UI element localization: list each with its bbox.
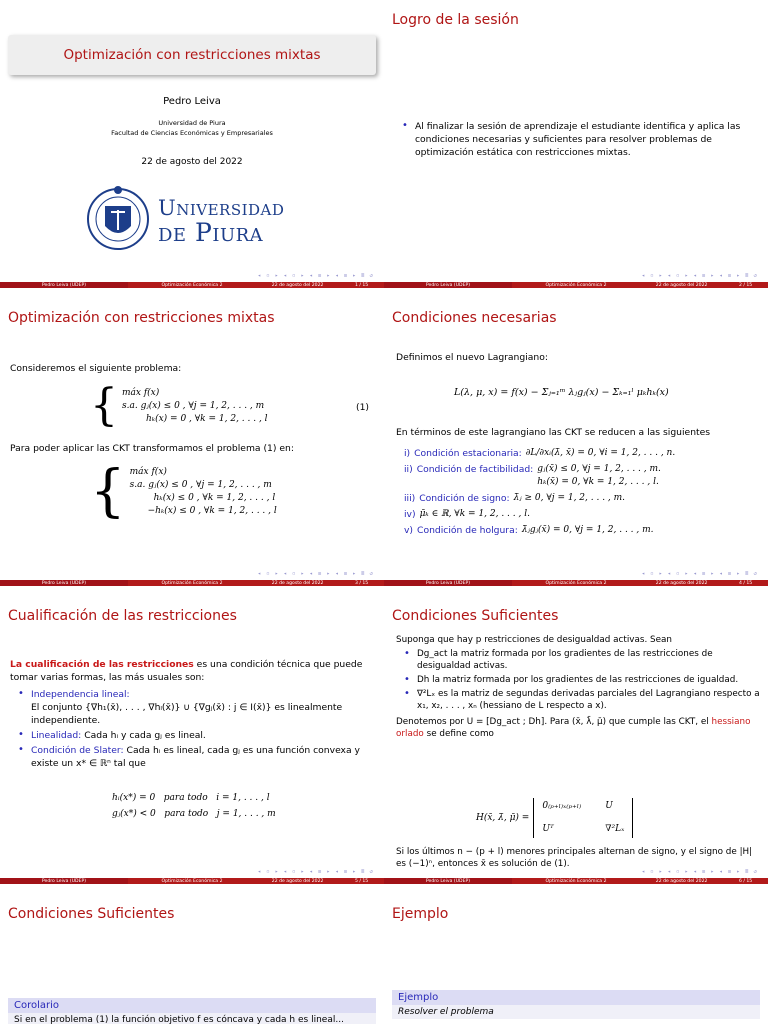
problem-1-line-1: máx f(x) — [122, 387, 160, 398]
slide-3-title: Optimización con restricciones mixtas — [8, 310, 275, 326]
bullet-icon: • — [404, 648, 410, 659]
footer-course: Optimización Económica 2 — [128, 878, 256, 884]
footer-course: Optimización Económica 2 — [512, 878, 640, 884]
hessiano-orlado-term: hessiano orlado — [396, 717, 751, 739]
linealidad-body: Cada hᵢ y cada gⱼ es lineal. — [81, 730, 206, 741]
slide-3 — [0, 298, 384, 586]
slide-8 — [384, 894, 768, 1024]
slide-5 — [0, 596, 384, 884]
presentation-date: 22 de agosto del 2022 — [141, 157, 243, 167]
slide-1-title-box — [8, 35, 376, 75]
independencia-body: El conjunto {∇h₁(x̄), . . . , ∇hₗ(x̄)} ∪ {∇gⱼ(x̄) : j ∈ I(x̄)} es linealmente independiente. — [31, 702, 343, 726]
cualificacion-list — [18, 688, 374, 772]
suficientes-content — [396, 634, 760, 740]
beamer-nav-icons[interactable]: ◂ ▫ ▸ ◂ ▫ ▸ ◂ ≡ ▸ ◂ ≡ ▸ ≣ ↺ — [257, 571, 374, 577]
footer-date: 22 de agosto del 2022 — [655, 283, 708, 288]
problem-1-line-3: hₖ(x) = 0 , ∀k = 1, 2, . . . , l — [146, 413, 268, 424]
bullet-icon: • — [18, 744, 24, 755]
slide-6 — [384, 596, 768, 884]
footer-date: 22 de agosto del 2022 — [655, 879, 708, 884]
problem-1-line-2: s.a. gⱼ(x) ≤ 0 , ∀j = 1, 2, . . . , m — [122, 400, 265, 411]
footer-author: Pedro Leiva (UDEP) — [384, 878, 512, 884]
list-item-slater — [18, 744, 374, 770]
list-item-dh: • Dh la matriz formada por los gradientes de las restricciones de igualdad. — [404, 674, 739, 685]
footer-course: Optimización Económica 2 — [512, 580, 640, 586]
condition-item-5: v) Condición de holgura: λ̄ⱼgⱼ(x̄) = 0, ∀j = 1, 2, . . . , m. — [404, 525, 654, 536]
problem-1-block: { máx f(x) s.a. gⱼ(x) ≤ 0 , ∀j = 1, 2, . . . , m hₖ(x) = 0 , ∀k = 1, 2, . . . , l — [90, 380, 268, 431]
university-seal — [85, 182, 151, 260]
footer-page: 3 / 15 — [354, 581, 369, 586]
problem-2-line-2: s.a. gⱼ(x) ≤ 0 , ∀j = 1, 2, . . . , m — [129, 480, 272, 490]
hessian-matrix: H(x̄, λ̄, μ̄) = 0₍ₚ₊ₗ₎ₓ₍ₚ₊ₗ₎ U Uᵀ ∇²Lₓ — [476, 798, 633, 838]
footer-page: 2 / 15 — [738, 283, 753, 288]
slide-7-title: Condiciones Suficientes — [8, 906, 175, 922]
bullet-icon: • — [404, 674, 410, 685]
ejemplo-box — [392, 990, 760, 1024]
ckt-conditions-list — [404, 447, 758, 537]
condition-item-4: iv) μ̄ₖ ∈ ℝ, ∀k = 1, 2, . . . , l. — [404, 509, 530, 520]
ejemplo-body: Resolver el problema — [392, 1005, 760, 1019]
cualificacion-intro — [10, 658, 374, 684]
slide-5-title: Cualificación de las restricciones — [8, 608, 237, 624]
footer-page: 6 / 15 — [738, 879, 753, 884]
beamer-nav-icons[interactable]: ◂ ▫ ▸ ◂ ▫ ▸ ◂ ≡ ▸ ◂ ≡ ▸ ≣ ↺ — [257, 869, 374, 875]
footer-course: Optimización Económica 2 — [512, 282, 640, 288]
hessian-label: H(x̄, λ̄, μ̄) = — [476, 812, 530, 823]
corolario-box — [8, 998, 376, 1024]
corolario-heading: Corolario — [8, 998, 376, 1013]
independencia-heading: Independencia lineal: — [31, 689, 130, 700]
corolario-body: Si en el problema (1) la función objetivo f es cóncava y cada h es lineal... — [8, 1013, 376, 1024]
condition-item-3: iii) Condición de signo: λ̄ⱼ ≥ 0, ∀j = 1, 2, . . . , m. — [404, 493, 626, 504]
suficientes-closing: Si los últimos n − (p + l) menores principales alternan de signo, y el signo de |H| es (−1)ⁿ, entonces x̄ es solución de (1). — [396, 847, 753, 869]
institution-line-2: Facultad de Ciencias Económicas y Empresariales — [111, 129, 273, 137]
footer-date: 22 de agosto del 2022 — [271, 283, 324, 288]
footer-author: Pedro Leiva (UDEP) — [0, 878, 128, 884]
lagrangian-intro: Definimos el nuevo Lagrangiano: — [396, 352, 548, 363]
slide-2 — [384, 0, 768, 288]
bullet-icon: • — [404, 688, 410, 699]
cualificacion-term: La cualificación de las restricciones — [10, 659, 194, 670]
institution-line-1: Universidad de Piura — [158, 119, 226, 127]
list-item-independencia — [18, 688, 374, 727]
footer-course: Optimización Económica 2 — [128, 580, 256, 586]
slater-equation-2: gⱼ(x*) < 0 para todo j = 1, . . . , m — [112, 809, 276, 819]
logo-text-line-1: Universidad — [158, 196, 285, 220]
footer-date: 22 de agosto del 2022 — [655, 581, 708, 586]
cualificacion-intro-text: es una condición técnica que puede tomar varias formas, las más usuales son: — [10, 659, 363, 683]
beamer-nav-icons[interactable]: ◂ ▫ ▸ ◂ ▫ ▸ ◂ ≡ ▸ ◂ ≡ ▸ ≣ ↺ — [641, 273, 758, 279]
objective-text: Al finalizar la sesión de aprendizaje el estudiante identifica y aplica las condiciones necesarias y suficientes para resolver problemas de optimización estática con restricciones mixtas. — [415, 121, 741, 158]
footer-author: Pedro Leiva (UDEP) — [0, 580, 128, 586]
footer-page: 5 / 15 — [354, 879, 369, 884]
author-name: Pedro Leiva — [163, 96, 221, 107]
slater-body: Cada hᵢ es lineal, cada gⱼ es una función convexa y existe un x* ∈ ℝⁿ tal que — [31, 745, 360, 769]
slide-6-title: Condiciones Suficientes — [392, 608, 559, 624]
slide-footer — [0, 580, 384, 586]
beamer-nav-icons[interactable]: ◂ ▫ ▸ ◂ ▫ ▸ ◂ ≡ ▸ ◂ ≡ ▸ ≣ ↺ — [641, 869, 758, 875]
problem-intro: Consideremos el siguiente problema: — [10, 363, 182, 374]
denote-text: Denotemos por U = [Dg_act ; Dh]. Para (x̄, λ̄, μ̄) que cumple las CKT, el hessiano orlado se define como — [396, 717, 751, 739]
ejemplo-heading: Ejemplo — [392, 990, 760, 1005]
slide-footer — [384, 878, 768, 884]
slide-8-title: Ejemplo — [392, 906, 449, 922]
bullet-icon: • — [18, 729, 24, 740]
list-item-hessiano: • ∇²Lₓ es la matriz de segundas derivadas parciales del Lagrangiano respecto a x₁, x₂, . . . , xₙ (hessiano de L respecto a x). — [404, 688, 760, 711]
footer-course: Optimización Económica 2 — [128, 282, 256, 288]
bullet-icon: • — [402, 120, 408, 131]
beamer-nav-icons[interactable]: ◂ ▫ ▸ ◂ ▫ ▸ ◂ ≡ ▸ ◂ ≡ ▸ ≣ ↺ — [257, 273, 374, 279]
problem-2-line-1: máx f(x) — [129, 467, 167, 477]
list-item-dgact: • Dg_act la matriz formada por los gradientes de las restricciones de desigualdad activas. — [404, 648, 713, 671]
slide-1-title: Optimización con restricciones mixtas — [63, 47, 321, 63]
list-item-linealidad — [18, 729, 374, 742]
slide-4 — [384, 298, 768, 586]
slide-footer — [384, 282, 768, 288]
footer-author: Pedro Leiva (UDEP) — [384, 580, 512, 586]
problem-2-line-3: hₖ(x) ≤ 0 , ∀k = 1, 2, . . . , l — [153, 493, 276, 503]
footer-author: Pedro Leiva (UDEP) — [0, 282, 128, 288]
bullet-icon: • — [18, 688, 24, 699]
ckt-reduce-text: En términos de este lagrangiano las CKT se reducen a las siguientes — [396, 427, 711, 438]
slide-4-title: Condiciones necesarias — [392, 310, 557, 326]
linealidad-heading: Linealidad: — [31, 730, 82, 741]
suficientes-intro: Suponga que hay p restricciones de desigualdad activas. Sean — [396, 635, 673, 645]
slide-footer — [0, 878, 384, 884]
equation-number: (1) — [356, 402, 370, 413]
transform-text: Para poder aplicar las CKT transformamos el problema (1) en: — [10, 443, 294, 454]
slide-1 — [0, 0, 384, 288]
problem-2-line-4: −hₖ(x) ≤ 0 , ∀k = 1, 2, . . . , l — [147, 506, 277, 516]
condition-item-2: ii) Condición de factibilidad: gⱼ(x̄) ≤ 0, ∀j = 1, 2, . . . , m. hₖ(x̄) = 0, ∀k = 1, 2, . . . , l. — [404, 464, 661, 487]
slater-heading: Condición de Slater: — [31, 745, 124, 756]
footer-date: 22 de agosto del 2022 — [271, 581, 324, 586]
footer-page: 1 / 15 — [354, 283, 369, 288]
slide-footer — [0, 282, 384, 288]
slide-7 — [0, 894, 384, 1024]
logo-text-line-2: de Piura — [158, 218, 264, 247]
footer-author: Pedro Leiva (UDEP) — [384, 282, 512, 288]
condition-item-1: i) Condición estacionaria: ∂L/∂xᵢ(λ̄, x̄) = 0, ∀i = 1, 2, . . . , n. — [404, 448, 676, 459]
slide-footer — [384, 580, 768, 586]
slater-equation-1: hᵢ(x*) = 0 para todo i = 1, . . . , l — [112, 793, 270, 803]
beamer-nav-icons[interactable]: ◂ ▫ ▸ ◂ ▫ ▸ ◂ ≡ ▸ ◂ ≡ ▸ ≣ ↺ — [641, 571, 758, 577]
objective-bullet — [402, 120, 760, 161]
slide-2-title: Logro de la sesión — [392, 12, 519, 28]
lagrangian-equation: L(λ, μ, x) = f(x) − Σⱼ₌₁ᵐ λⱼgⱼ(x) − Σₖ₌₁ˡ μₖhₖ(x) — [454, 387, 669, 398]
footer-page: 4 / 15 — [738, 581, 753, 586]
footer-date: 22 de agosto del 2022 — [271, 879, 324, 884]
problem-2-block: { máx f(x) s.a. gⱼ(x) ≤ 0 , ∀j = 1, 2, . . . , m hₖ(x) ≤ 0 , ∀k = 1, 2, . . . , l −hₖ(x) ≤ 0 , ∀k = 1, 2, . . . , l — [90, 459, 277, 524]
